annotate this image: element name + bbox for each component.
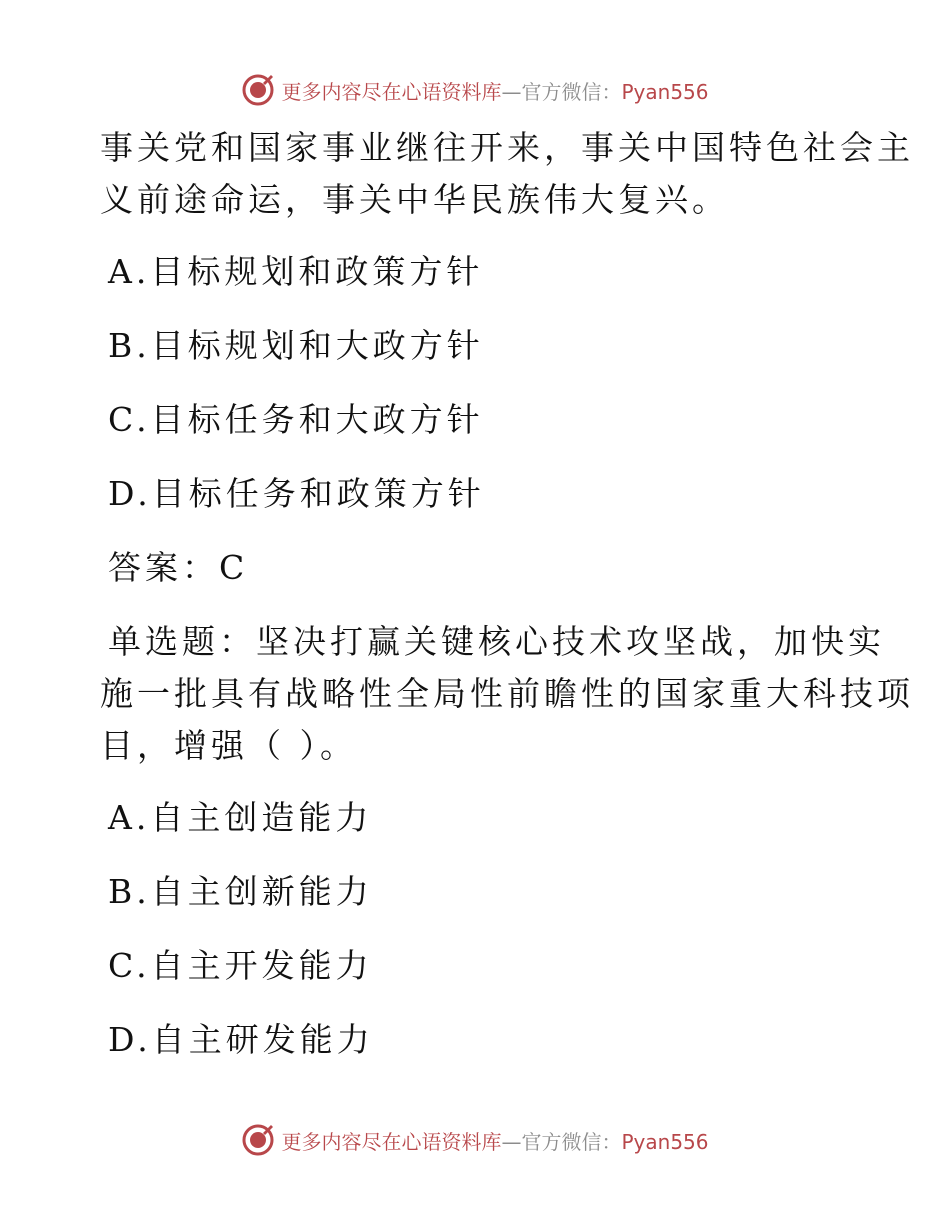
- question2-stem-line: 目，增强（ ）。: [100, 726, 357, 765]
- header-banner-text: 更多内容尽在心语资料库—官方微信：Pyan556: [281, 79, 709, 104]
- question2-option-a: A.自主创造能力: [108, 798, 373, 837]
- question1-stem-line: 义前途命运，事关中华民族伟大复兴。: [100, 180, 729, 219]
- question1-answer: 答案：C: [108, 548, 249, 587]
- question1-option-d: D.目标任务和政策方针: [108, 474, 485, 513]
- question2-stem-line: 单选题：坚决打赢关键核心技术攻坚战，加快实: [108, 622, 885, 661]
- question1-option-b: B.目标规划和大政方针: [108, 326, 484, 365]
- footer-banner: [0, 1120, 950, 1160]
- document-body: [100, 122, 914, 1088]
- question1-stem: [100, 122, 914, 226]
- question2-option-b: B.自主创新能力: [108, 872, 373, 911]
- question2-option-d: D.自主研发能力: [108, 1020, 374, 1059]
- question1-stem-line: 事关党和国家事业继往开来，事关中国特色社会主: [100, 128, 914, 167]
- question2-stem: [100, 616, 914, 772]
- question2-option-c: C.自主开发能力: [108, 946, 373, 985]
- footer-banner-text: 更多内容尽在心语资料库—官方微信：Pyan556: [281, 1129, 709, 1154]
- question2-stem-line: 施一批具有战略性全局性前瞻性的国家重大科技项: [100, 674, 914, 713]
- question1-option-c: C.目标任务和大政方针: [108, 400, 484, 439]
- header-banner: [0, 70, 950, 110]
- seal-logo-icon: [241, 73, 275, 107]
- question1-option-a: A.目标规划和政策方针: [108, 252, 484, 291]
- seal-logo-icon: [241, 1123, 275, 1157]
